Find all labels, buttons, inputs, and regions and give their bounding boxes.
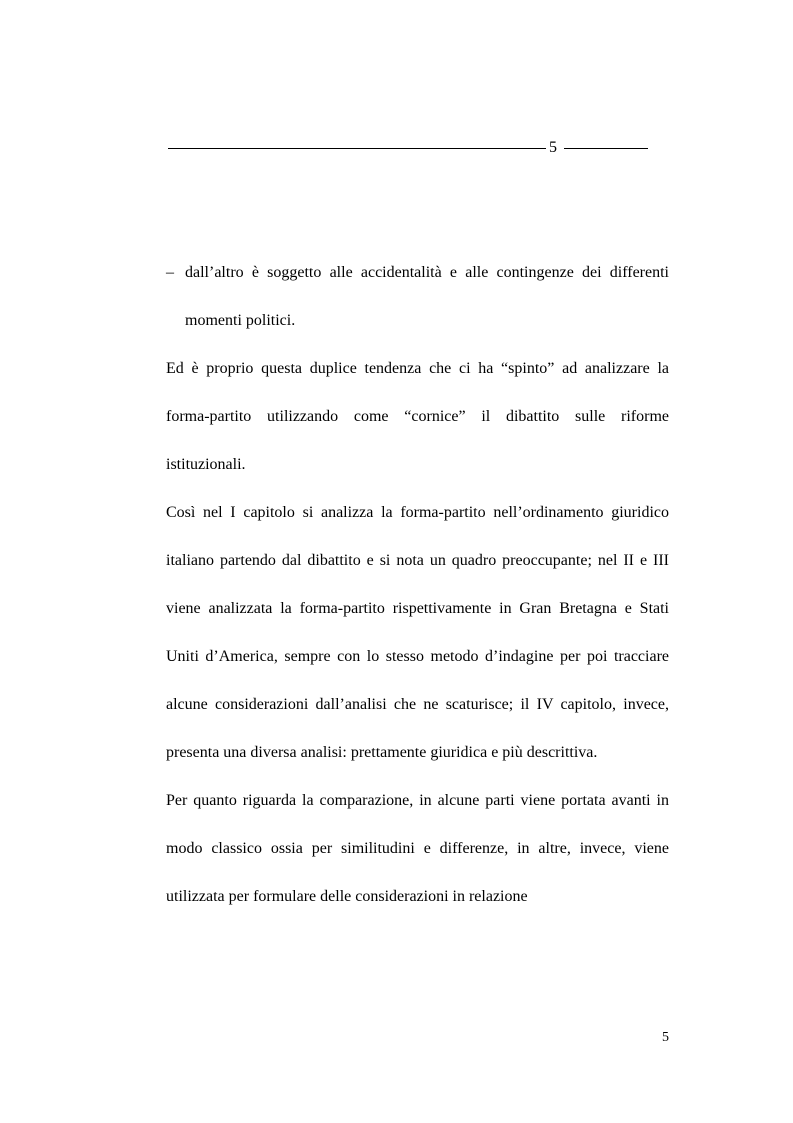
paragraph-3: Per quanto riguarda la comparazione, in alcune parti viene portata avanti in modo classico ossia per similitudini e differenze, in altre, invece, viene utilizzata per formulare delle considerazioni in relazione	[166, 792, 669, 905]
paragraph-2: Così nel I capitolo si analizza la forma-partito nell’ordinamento giuridico italiano partendo dal dibattito e si nota un quadro preoccupante; nel II e III viene analizzata la forma-partito rispettivamente in Gran Bretagna e Stati Uniti d’America, sempre con lo stesso metodo d’indagine per poi tracciare alcune considerazioni dall’analisi che ne scaturisce; il IV capitolo, invece, presenta una diversa analisi: prettamente giuridica e più descrittiva.	[166, 504, 669, 761]
list-item	[166, 249, 669, 345]
list-item-text: dall’altro è soggetto alle accidentalità e alle contingenze dei differenti momenti politici.	[185, 264, 669, 329]
body-text	[166, 249, 669, 921]
header-page-number: 5	[549, 139, 557, 156]
footer-page-number: 5	[662, 1030, 669, 1045]
list-dash: –	[166, 264, 174, 281]
paragraph-1: Ed è proprio questa duplice tendenza che ci ha “spinto” ad analizzare la forma-partito utilizzando come “cornice” il dibattito sulle riforme istituzionali.	[166, 360, 669, 473]
header-rule-right	[564, 148, 648, 149]
running-header	[168, 139, 648, 157]
header-rule-left	[168, 148, 546, 149]
